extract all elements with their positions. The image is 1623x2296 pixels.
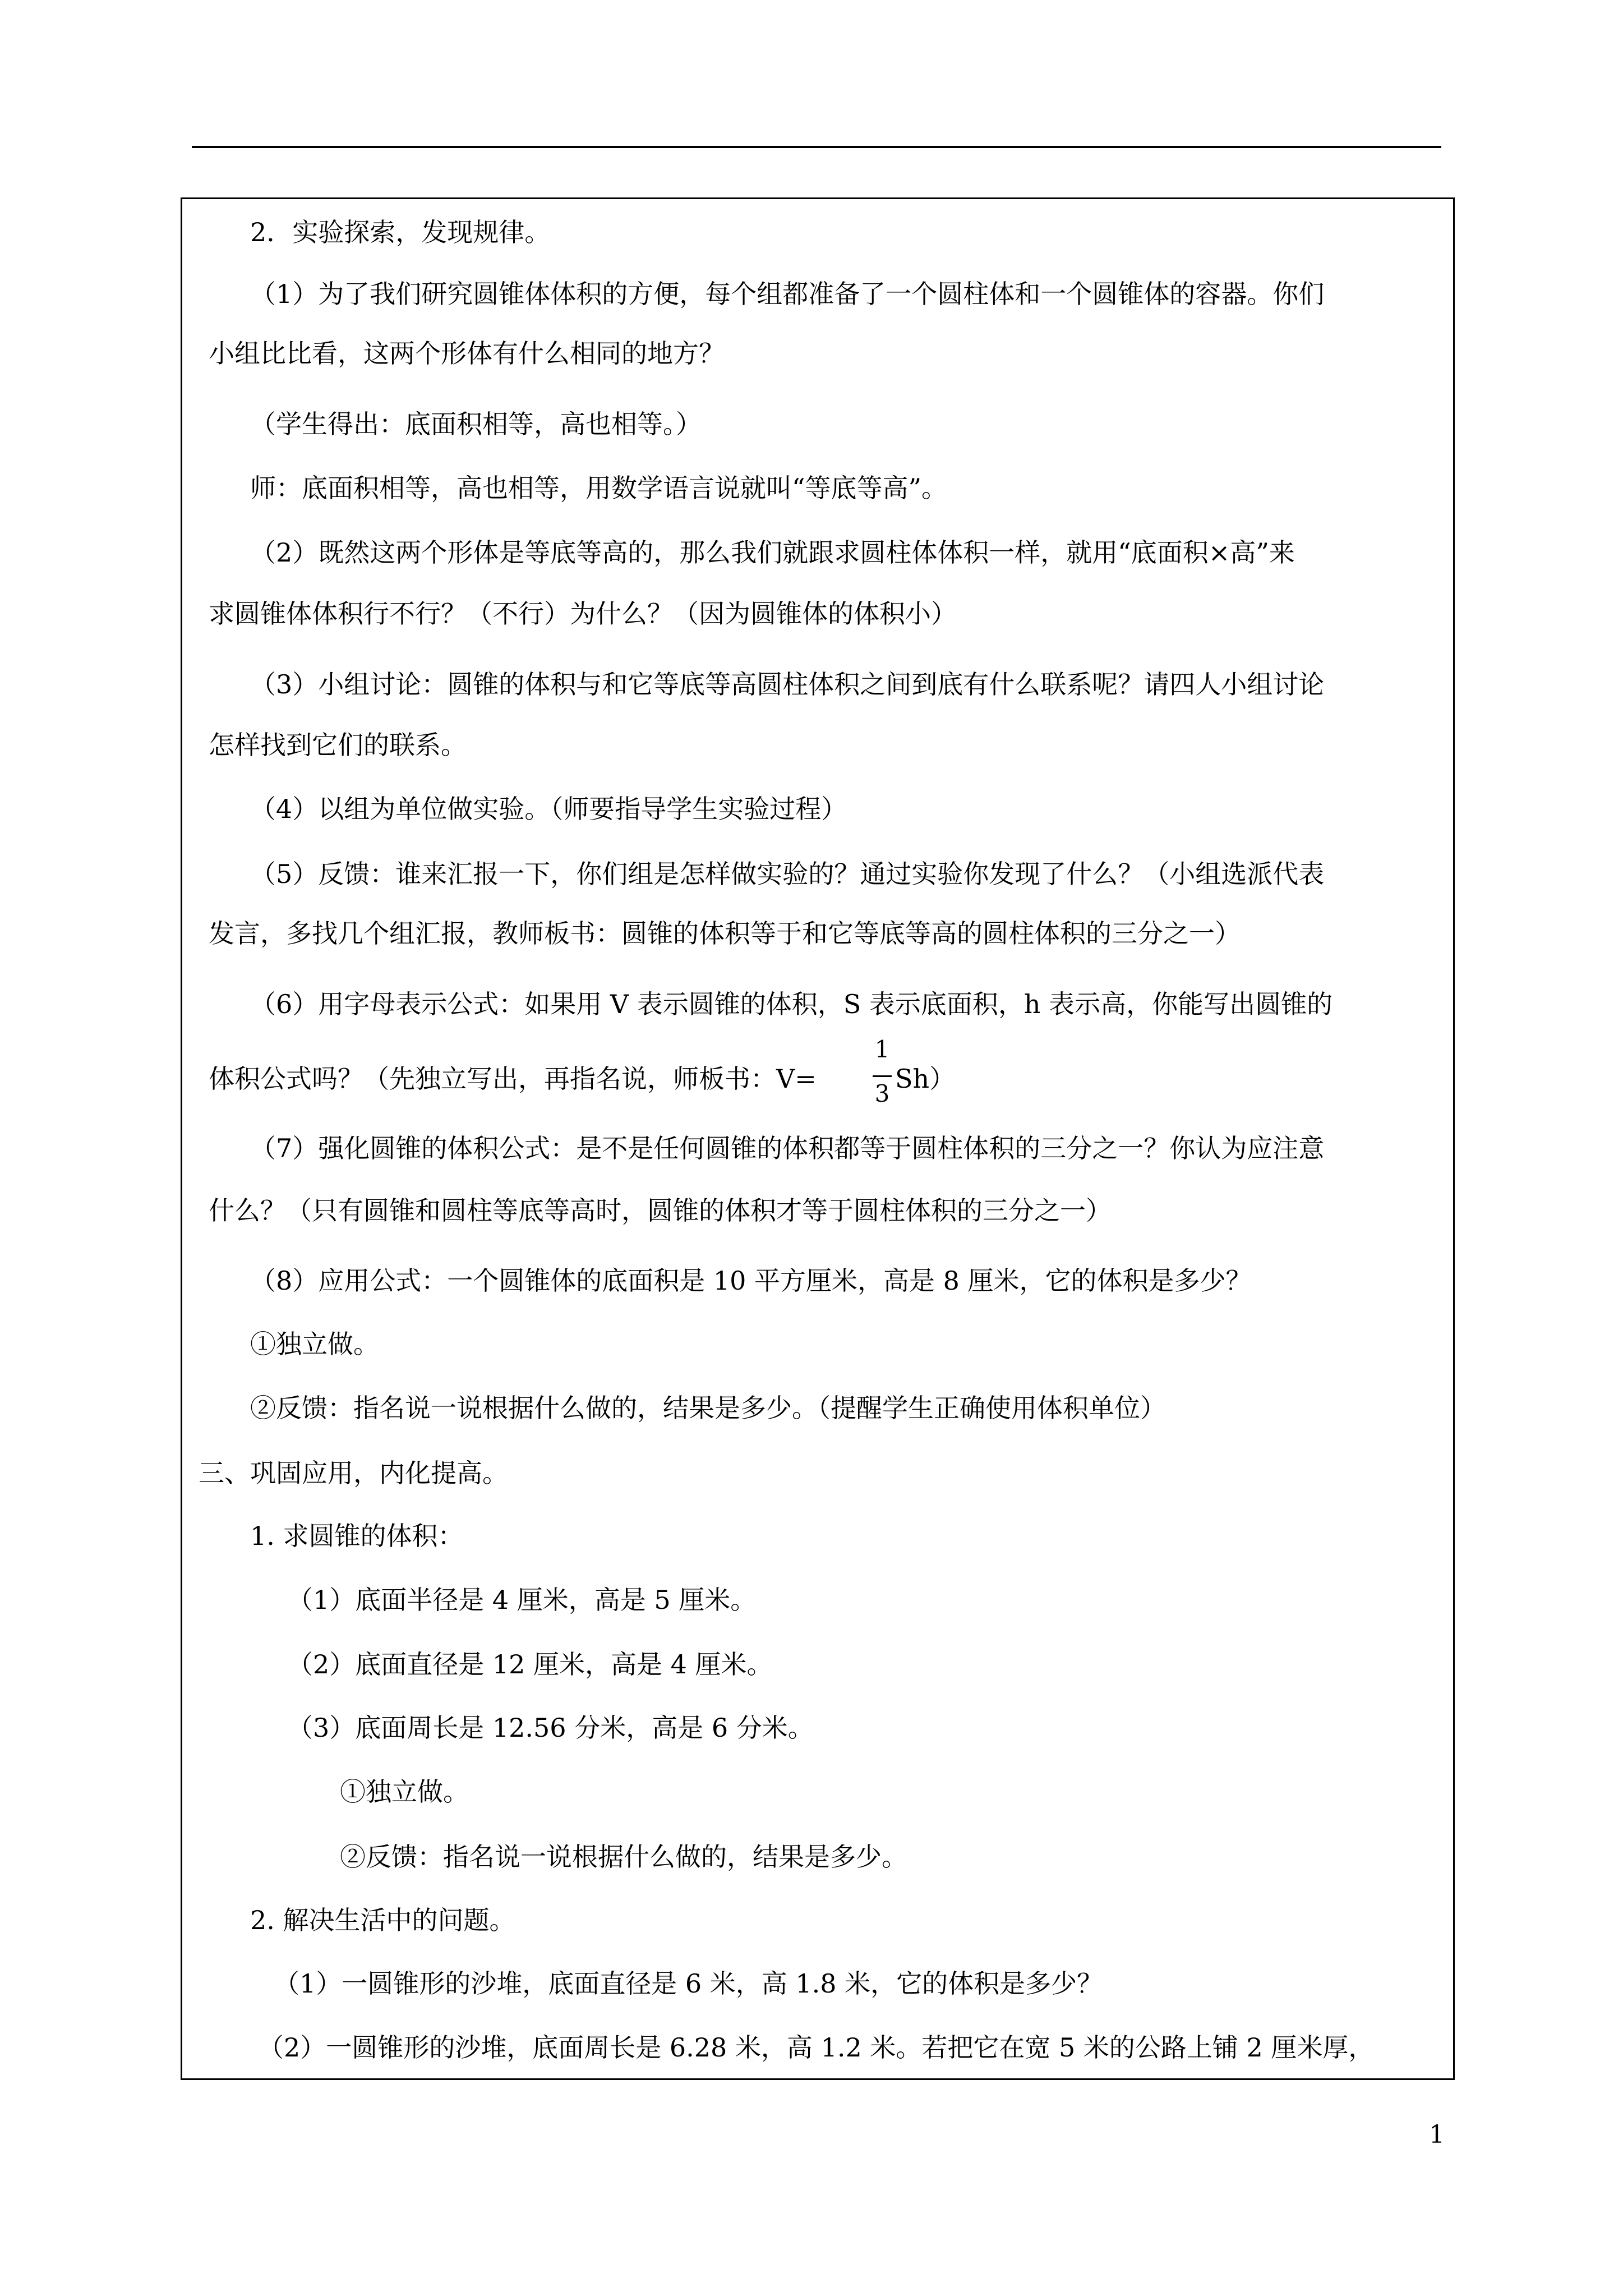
text-line: （3）底面周长是 12.56 分米，高是 6 分米。	[287, 1713, 814, 1743]
text-line: （5）反馈：谁来汇报一下，你们组是怎样做实验的？通过实验你发现了什么？（小组选派代表	[250, 859, 1325, 889]
text-line: （7）强化圆锥的体积公式：是不是任何圆锥的体积都等于圆柱体积的三分之一？你认为应注意	[250, 1133, 1325, 1163]
text-line: 1. 求圆锥的体积：	[250, 1521, 464, 1551]
fraction-numerator: 1	[874, 1036, 890, 1063]
text-line: （4）以组为单位做实验。（师要指导学生实验过程）	[250, 794, 847, 824]
formula-suffix: Sh）	[895, 1064, 956, 1094]
text-line: （2）既然这两个形体是等底等高的，那么我们就跟求圆柱体体积一样，就用“底面积×高”来	[250, 537, 1295, 568]
text-line: （1）底面半径是 4 厘米，高是 5 厘米。	[287, 1585, 757, 1615]
text-line: 什么？（只有圆锥和圆柱等底等高时，圆锥的体积才等于圆柱体积的三分之一）	[209, 1195, 1112, 1226]
text-line: ①独立做。	[340, 1777, 469, 1807]
text-line: （2）底面直径是 12 厘米，高是 4 厘米。	[287, 1649, 773, 1680]
text-line: 2．实验探索，发现规律。	[250, 217, 551, 247]
text-line: （3）小组讨论：圆锥的体积与和它等底等高圆柱体积之间到底有什么联系呢？请四人小组讨论	[250, 669, 1325, 700]
header-rule	[192, 146, 1441, 148]
text-line: ①独立做。	[250, 1329, 379, 1359]
formula-text: 体积公式吗？（先独立写出，再指名说，师板书：V=	[209, 1064, 817, 1094]
section-heading: 三、巩固应用，内化提高。	[199, 1458, 508, 1488]
text-line: 师：底面积相等，高也相等，用数学语言说就叫“等底等高”。	[250, 473, 948, 503]
text-line: （6）用字母表示公式：如果用 V 表示圆锥的体积，S 表示底面积，h 表示高，你能写出圆锥的	[250, 989, 1333, 1019]
text-line: 小组比比看，这两个形体有什么相同的地方？	[209, 338, 725, 369]
formula-line	[209, 1062, 817, 1096]
text-line: 发言，多找几个组汇报，教师板书：圆锥的体积等于和它等底等高的圆柱体积的三分之一）	[209, 918, 1241, 949]
text-line: 求圆锥体体积行不行？（不行）为什么？（因为圆锥体的体积小）	[209, 599, 957, 629]
text-line: （2）一圆锥形的沙堆，底面周长是 6.28 米，高 1.2 米。若把它在宽 5 米的公路上铺 2 厘米厚，	[258, 2032, 1375, 2063]
text-line: 2. 解决生活中的问题。	[250, 1905, 515, 1935]
page-number: 1	[1429, 2120, 1445, 2149]
text-line: （8）应用公式：一个圆锥体的底面积是 10 平方厘米，高是 8 厘米，它的体积是多少？	[250, 1266, 1252, 1296]
text-line: ②反馈：指名说一说根据什么做的，结果是多少。	[340, 1842, 907, 1872]
text-line: ②反馈：指名说一说根据什么做的，结果是多少。（提醒学生正确使用体积单位）	[250, 1393, 1166, 1423]
fraction-denominator: 3	[874, 1080, 890, 1107]
text-line: （1）一圆锥形的沙堆，底面直径是 6 米，高 1.8 米，它的体积是多少？	[274, 1968, 1103, 1999]
text-line: 怎样找到它们的联系。	[209, 730, 467, 760]
text-line: （1）为了我们研究圆锥体体积的方便，每个组都准备了一个圆柱体和一个圆锥体的容器。你们	[250, 279, 1325, 309]
fraction-bar	[873, 1075, 892, 1077]
text-line: （学生得出：底面积相等，高也相等。）	[250, 409, 702, 439]
